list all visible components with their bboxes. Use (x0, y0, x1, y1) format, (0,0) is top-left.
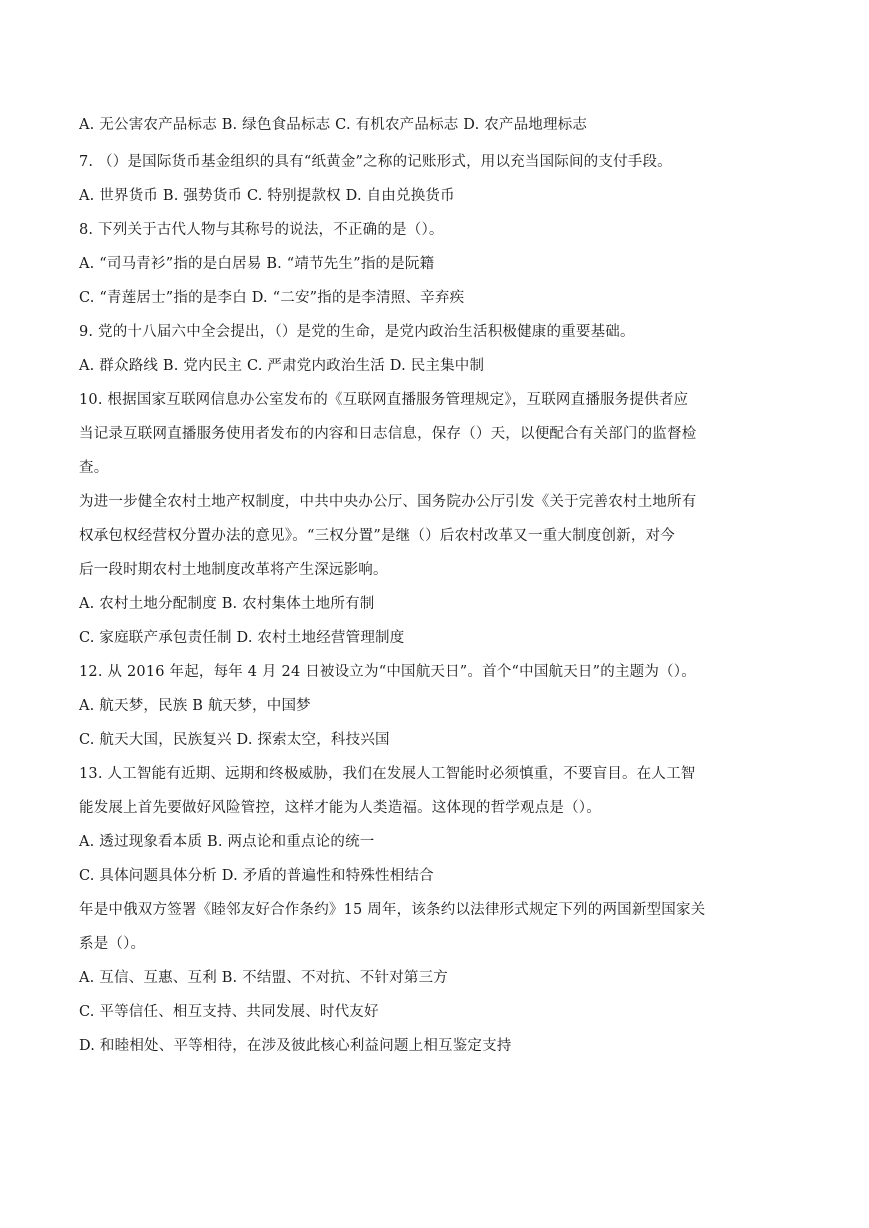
question-7: 7. （）是国际货币基金组织的具有“纸黄金”之称的记账形式，用以充当国际间的支付手段。 (79, 154, 672, 170)
option-line-q8-cd: C. “青莲居士”指的是李白 D. “二安”指的是李清照、辛弃疾 (79, 290, 465, 306)
option-line-q14-d: D. 和睦相处、平等相待，在涉及彼此核心利益问题上相互鉴定支持 (79, 1038, 512, 1054)
question-11-line-1: 为进一步健全农村土地产权制度，中共中央办公厅、国务院办公厅引发《关于完善农村土地所有 (79, 494, 697, 510)
question-14-line-2: 系是（）。 (79, 936, 146, 952)
question-14-line-1: 年是中俄双方签署《睦邻友好合作条约》15 周年，该条约以法律形式规定下列的两国新型国家关 (79, 902, 706, 918)
question-10-line-3: 查。 (79, 460, 109, 476)
option-line-q12-ab: A. 航天梦，民族 B 航天梦，中国梦 (79, 698, 311, 714)
option-line-q9: A. 群众路线 B. 党内民主 C. 严肃党内政治生活 D. 民主集中制 (79, 358, 485, 374)
option-line-q13-ab: A. 透过现象看本质 B. 两点论和重点论的统一 (79, 834, 375, 850)
option-line-q7: A. 世界货币 B. 强势货币 C. 特别提款权 D. 自由兑换货币 (79, 188, 455, 204)
question-9: 9. 党的十八届六中全会提出，（）是党的生命，是党内政治生活积极健康的重要基础。 (79, 324, 635, 340)
question-10-line-1: 10. 根据国家互联网信息办公室发布的《互联网直播服务管理规定》，互联网直播服务提供者应 (79, 392, 689, 408)
option-line-q8-ab: A. “司马青衫”指的是白居易 B. “靖节先生”指的是阮籍 (79, 256, 435, 272)
option-line-q14-ab: A. 互信、互惠、互利 B. 不结盟、不对抗、不针对第三方 (79, 970, 448, 986)
option-line-q11-ab: A. 农村土地分配制度 B. 农村集体土地所有制 (79, 596, 375, 612)
question-13-line-1: 13. 人工智能有近期、远期和终极威胁，我们在发展人工智能时必须慎重，不要盲目。在人工智 (79, 766, 696, 782)
question-10-line-2: 当记录互联网直播服务使用者发布的内容和日志信息，保存（）天，以便配合有关部门的监督检 (79, 426, 697, 442)
option-line-q12-cd: C. 航天大国，民族复兴 D. 探索太空，科技兴国 (79, 732, 390, 748)
question-8: 8. 下列关于古代人物与其称号的说法，不正确的是（）。 (79, 222, 444, 238)
option-line-q13-cd: C. 具体问题具体分析 D. 矛盾的普遍性和特殊性相结合 (79, 868, 434, 884)
question-11-line-2: 权承包权经营权分置办法的意见》。“三权分置”是继（）后农村改革又一重大制度创新，对今 (79, 528, 675, 544)
option-line-q11-cd: C. 家庭联产承包责任制 D. 农村土地经营管理制度 (79, 630, 405, 646)
question-13-line-2: 能发展上首先要做好风险管控，这样才能为人类造福。这体现的哲学观点是（）。 (79, 800, 601, 816)
option-line-q14-c: C. 平等信任、相互支持、共同发展、时代友好 (79, 1004, 379, 1020)
question-12: 12. 从 2016 年起，每年 4 月 24 日被设立为“中国航天日”。首个“中国航天日”的主题为（）。 (79, 664, 696, 680)
question-11-line-3: 后一段时期农村土地制度改革将产生深远影响。 (79, 562, 388, 578)
option-line-q6: A. 无公害农产品标志 B. 绿色食品标志 C. 有机农产品标志 D. 农产品地理标志 (79, 117, 588, 133)
